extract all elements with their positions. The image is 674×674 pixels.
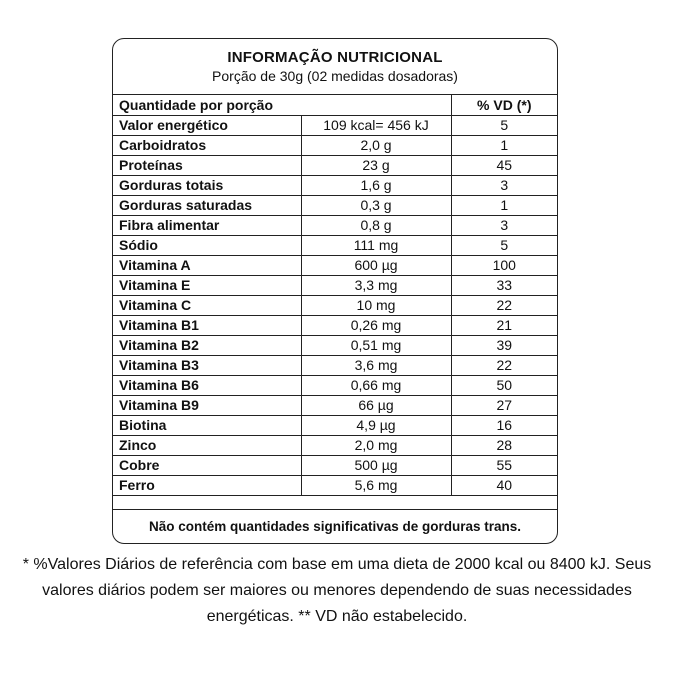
- nutrient-daily-value: 39: [451, 335, 557, 355]
- nutrient-quantity: 10 mg: [301, 295, 451, 315]
- nutrient-daily-value: 50: [451, 375, 557, 395]
- nutrition-facts-panel: [112, 38, 558, 544]
- table-row: [113, 235, 557, 255]
- table-row: [113, 115, 557, 135]
- nutrient-quantity: 0,3 g: [301, 195, 451, 215]
- table-row: [113, 275, 557, 295]
- nutrient-daily-value: 16: [451, 415, 557, 435]
- table-row: [113, 315, 557, 335]
- nutrient-daily-value: 33: [451, 275, 557, 295]
- nutrient-name: Vitamina B3: [113, 355, 301, 375]
- nutrient-quantity: 1,6 g: [301, 175, 451, 195]
- nutrient-daily-value: 1: [451, 135, 557, 155]
- table-row: [113, 295, 557, 315]
- nutrient-quantity: 111 mg: [301, 235, 451, 255]
- nutrient-daily-value: 27: [451, 395, 557, 415]
- nutrient-daily-value: 21: [451, 315, 557, 335]
- table-row: [113, 375, 557, 395]
- table-row: [113, 435, 557, 455]
- nutrient-daily-value: 3: [451, 215, 557, 235]
- table-row: [113, 355, 557, 375]
- table-row: [113, 395, 557, 415]
- nutrient-name: Vitamina C: [113, 295, 301, 315]
- table-row: [113, 335, 557, 355]
- table-row: [113, 455, 557, 475]
- nutrient-quantity: 23 g: [301, 155, 451, 175]
- nutrient-name: Gorduras totais: [113, 175, 301, 195]
- nutrient-daily-value: 45: [451, 155, 557, 175]
- nutrient-name: Vitamina E: [113, 275, 301, 295]
- nutrient-daily-value: 5: [451, 235, 557, 255]
- table-row: [113, 195, 557, 215]
- nutrient-daily-value: 22: [451, 295, 557, 315]
- nutrient-name: Vitamina B9: [113, 395, 301, 415]
- table-row: [113, 135, 557, 155]
- nutrient-quantity: 0,66 mg: [301, 375, 451, 395]
- nutrient-quantity: 0,51 mg: [301, 335, 451, 355]
- panel-title: INFORMAÇÃO NUTRICIONAL: [227, 49, 443, 66]
- nutrient-daily-value: 22: [451, 355, 557, 375]
- nutrient-daily-value: 55: [451, 455, 557, 475]
- nutrient-name: Biotina: [113, 415, 301, 435]
- nutrient-name: Vitamina B1: [113, 315, 301, 335]
- nutrient-daily-value: 1: [451, 195, 557, 215]
- nutrient-quantity: 0,8 g: [301, 215, 451, 235]
- trans-fat-note: Não contém quantidades significativas de gorduras trans.: [113, 509, 557, 543]
- nutrient-name: Vitamina B2: [113, 335, 301, 355]
- nutrient-daily-value: 5: [451, 115, 557, 135]
- nutrient-name: Sódio: [113, 235, 301, 255]
- nutrient-quantity: 66 µg: [301, 395, 451, 415]
- nutrient-name: Fibra alimentar: [113, 215, 301, 235]
- nutrient-quantity: 109 kcal= 456 kJ: [301, 115, 451, 135]
- nutrient-quantity: 5,6 mg: [301, 475, 451, 495]
- nutrient-quantity: 2,0 mg: [301, 435, 451, 455]
- nutrition-table: [113, 95, 557, 496]
- nutrient-quantity: 0,26 mg: [301, 315, 451, 335]
- nutrient-name: Carboidratos: [113, 135, 301, 155]
- nutrient-quantity: 3,6 mg: [301, 355, 451, 375]
- nutrient-name: Proteínas: [113, 155, 301, 175]
- panel-header: [113, 39, 557, 95]
- daily-value-disclaimer: * %Valores Diários de referência com base em uma dieta de 2000 kcal ou 8400 kJ. Seus valores diários podem ser maiores ou menores dependendo de suas necessidades energéticas. ** VD não estabelecido.: [22, 556, 652, 625]
- table-row: [113, 475, 557, 495]
- serving-size: Porção de 30g (02 medidas dosadoras): [212, 68, 458, 84]
- table-row: [113, 215, 557, 235]
- nutrient-quantity: 3,3 mg: [301, 275, 451, 295]
- nutrient-name: Ferro: [113, 475, 301, 495]
- nutrient-name: Vitamina B6: [113, 375, 301, 395]
- nutrient-daily-value: 28: [451, 435, 557, 455]
- nutrient-name: Zinco: [113, 435, 301, 455]
- nutrient-name: Valor energético: [113, 115, 301, 135]
- nutrient-daily-value: 100: [451, 255, 557, 275]
- nutrient-quantity: 600 µg: [301, 255, 451, 275]
- table-header-row: [113, 95, 557, 115]
- nutrient-name: Vitamina A: [113, 255, 301, 275]
- nutrient-quantity: 2,0 g: [301, 135, 451, 155]
- table-row: [113, 175, 557, 195]
- nutrient-name: Cobre: [113, 455, 301, 475]
- header-daily-value: % VD (*): [451, 95, 557, 115]
- table-row: [113, 415, 557, 435]
- table-row: [113, 155, 557, 175]
- nutrient-daily-value: 40: [451, 475, 557, 495]
- nutrient-daily-value: 3: [451, 175, 557, 195]
- header-quantity-per-serving: Quantidade por porção: [113, 95, 451, 115]
- nutrient-name: Gorduras saturadas: [113, 195, 301, 215]
- table-row: [113, 255, 557, 275]
- nutrient-quantity: 4,9 µg: [301, 415, 451, 435]
- nutrient-quantity: 500 µg: [301, 455, 451, 475]
